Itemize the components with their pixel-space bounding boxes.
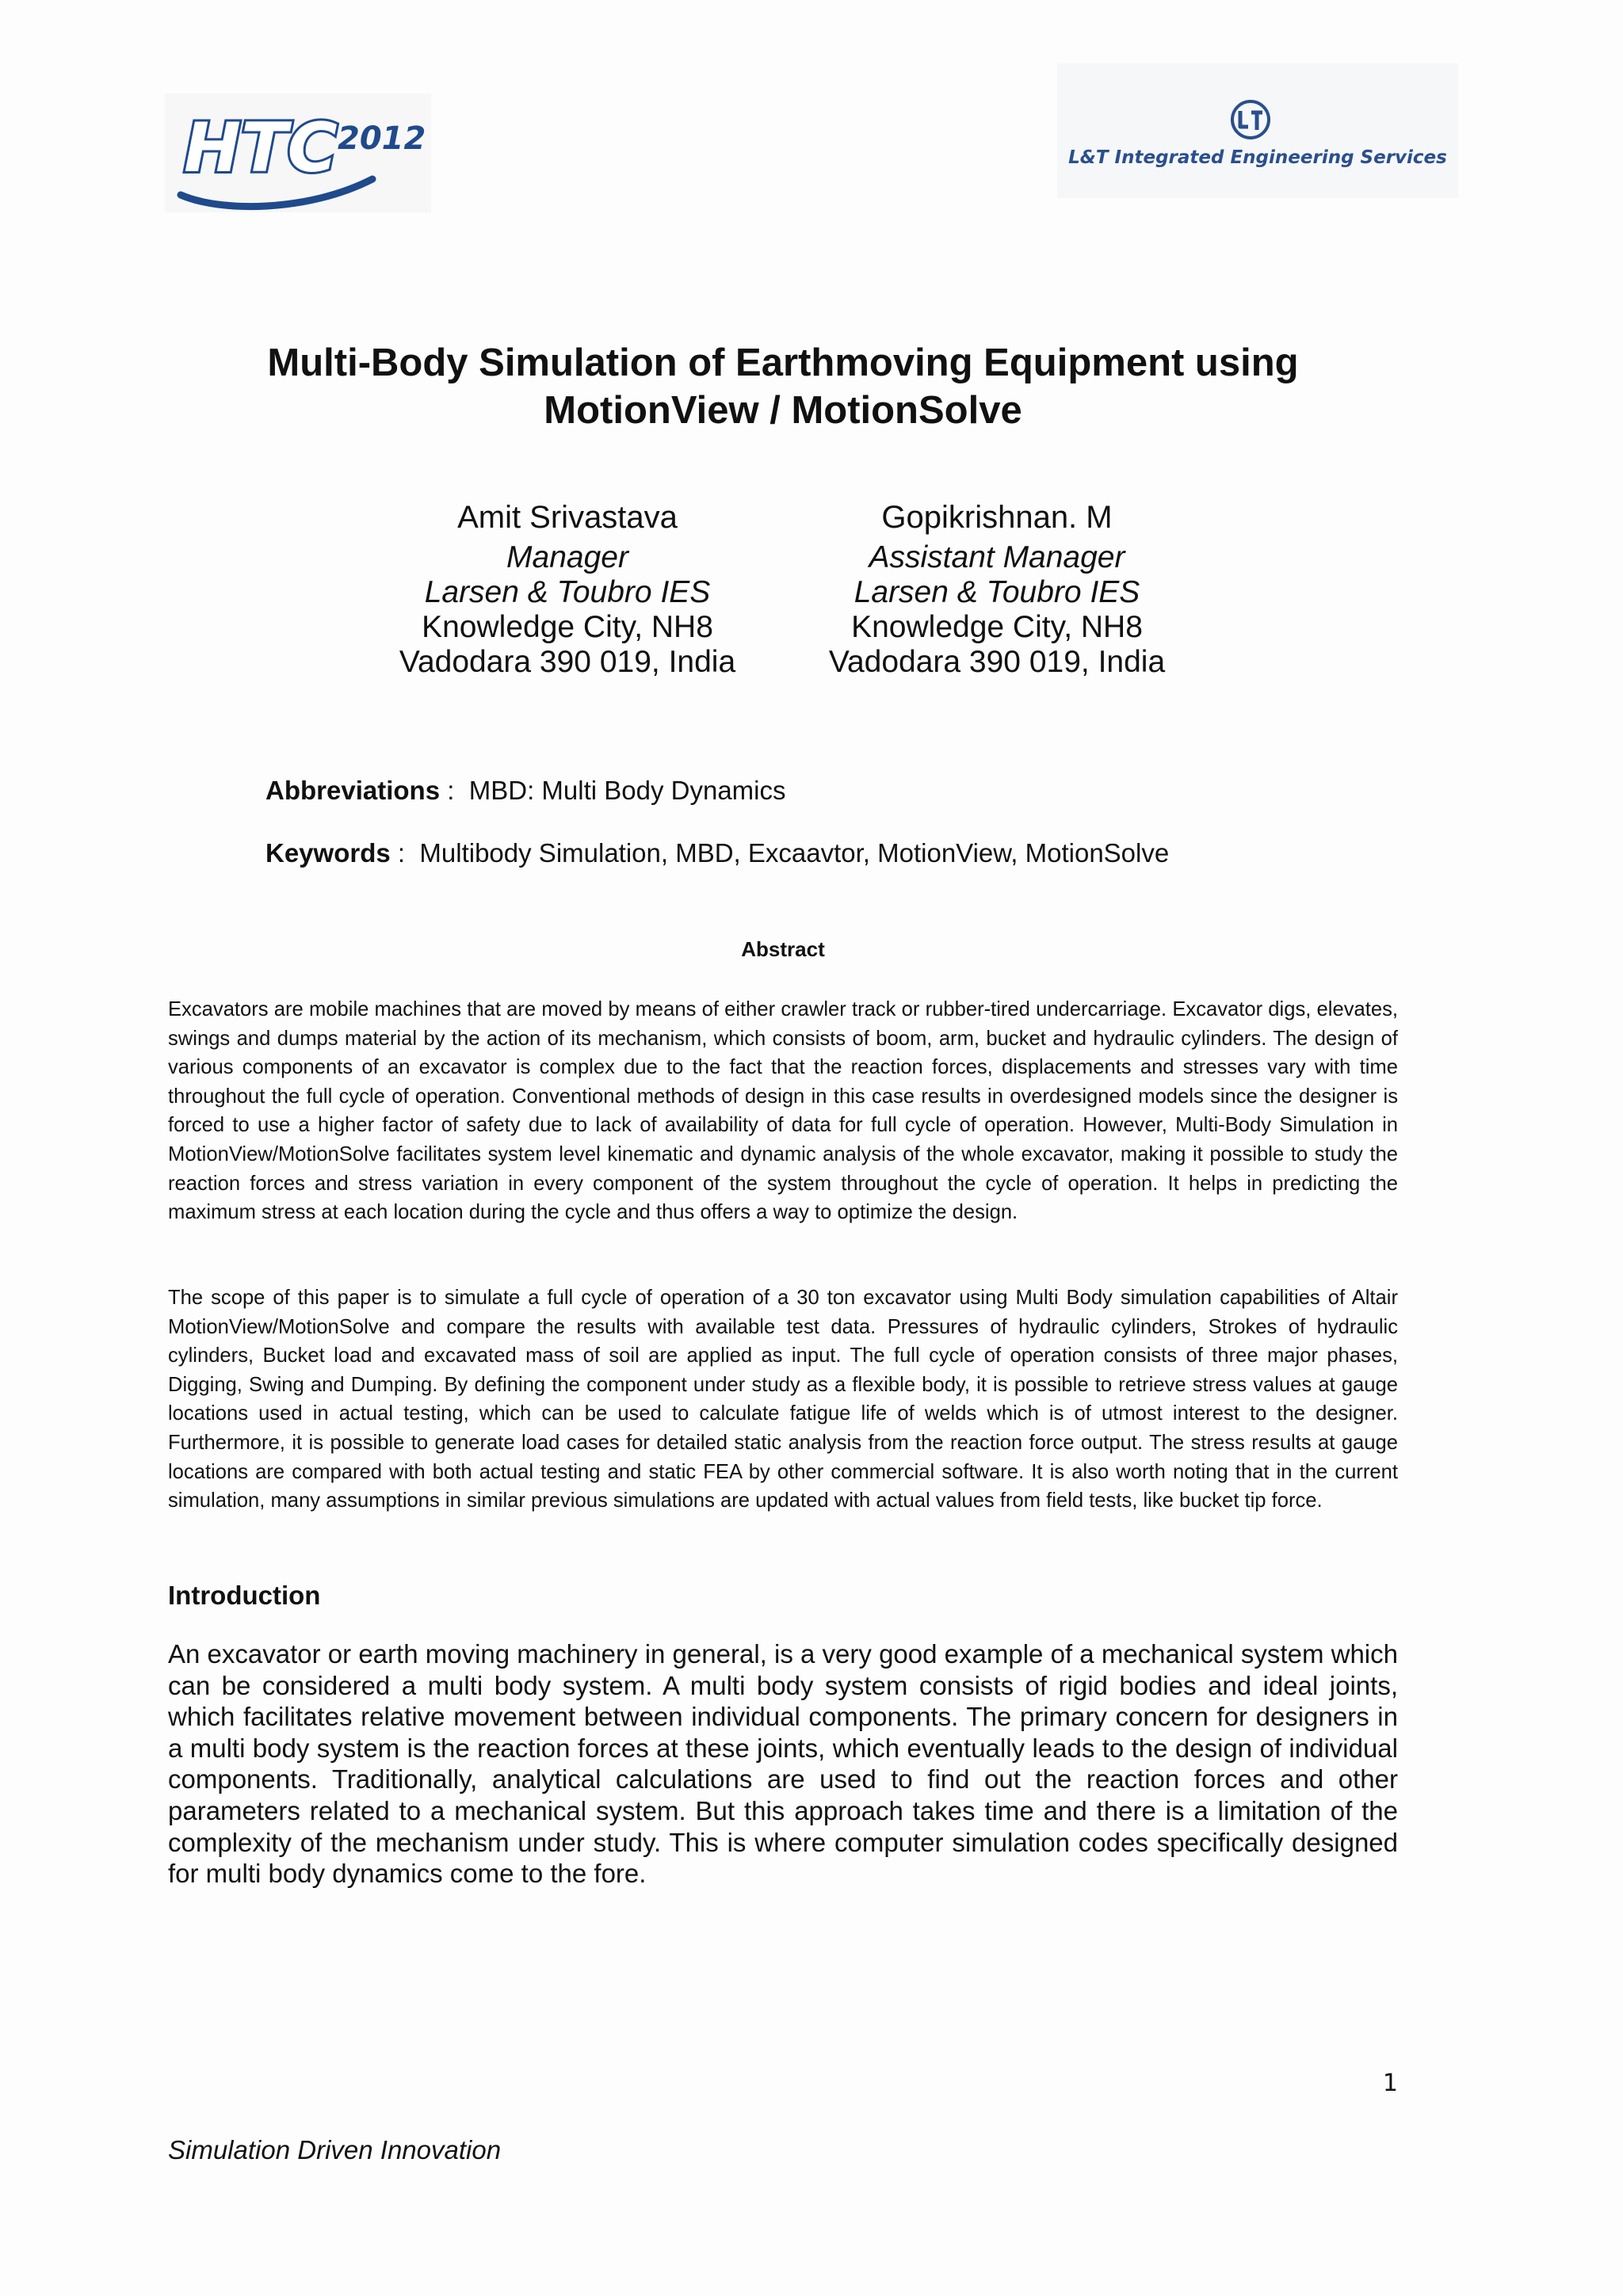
abstract-heading: Abstract <box>741 937 825 961</box>
introduction-heading: Introduction <box>168 1581 321 1610</box>
htc-logo-year: 2012 <box>338 120 426 157</box>
lt-ies-logo <box>1057 63 1458 198</box>
page-number: 1 <box>1382 2069 1398 2097</box>
abbreviations-label: Abbreviations <box>265 776 441 805</box>
author-address-line: Vadodara 390 019, India <box>828 645 1166 679</box>
author-organization: Larsen & Toubro IES <box>854 575 1140 609</box>
abstract-paragraph: Excavators are mobile machines that are moved by means of either crawler track or rubber-tired undercarriage. Excavator digs, elevates, swings and dumps material by the action of its mechanism, which consists of boom, arm, bucket and hydraulic cylinders. The design of various components of an excavator is complex due to the fact that the reaction forces, displacements and stresses vary with time throughout the full cycle of operation. Conventional methods of design in this case results in overdesigned models since the designer is forced to use a higher factor of safety due to lack of availability of data for full cycle of operation. However, Multi-Body Simulation in MotionView/MotionSolve facilitates system level kinematic and dynamic analysis of the whole excavator, making it possible to study the reaction forces and stress variation in every component of the system throughout the cycle of operation. It helps in predicting the maximum stress at each location during the cycle and thus offers a way to optimize the design. <box>168 998 1398 1224</box>
abbreviations-value: MBD: Multi Body Dynamics <box>468 776 786 805</box>
htc-2012-logo <box>165 93 431 212</box>
keywords-value: Multibody Simulation, MBD, Excaavtor, MotionView, MotionSolve <box>419 838 1170 868</box>
author-address-line: Vadodara 390 019, India <box>399 645 736 679</box>
author-address-line: Knowledge City, NH8 <box>851 610 1143 644</box>
paper-title: Multi-Body Simulation of Earthmoving Equipment using MotionView / MotionSolve <box>267 341 1299 432</box>
author-name: Gopikrishnan. M <box>881 500 1113 535</box>
introduction-paragraph: An excavator or earth moving machinery in general, is a very good example of a mechanical system which can be considered a multi body system. A multi body system consists of rigid bodies and ideal joints, which facilitates relative movement between individual components. The primary concern for designers in a multi body system is the reaction forces at these joints, which eventually leads to the design of individual components. Traditionally, analytical calculations are used to find out the reaction forces and other parameters related to a mechanical system. But this approach takes time and there is a limitation of the complexity of the mechanism under study. This is where computer simulation codes specifically designed for multi body dynamics come to the fore. <box>168 1639 1398 1889</box>
abstract-paragraph: The scope of this paper is to simulate a full cycle of operation of a 30 ton excavator using Multi Body simulation capabilities of Altair MotionView/MotionSolve and compare the results with available test data. Pressures of hydraulic cylinders, Strokes of hydraulic cylinders, Bucket load and excavated mass of soil are applied as input. The full cycle of operation consists of three major phases, Digging, Swing and Dumping. By defining the component under study as a flexible body, it is possible to retrieve stress values at gauge locations used in actual testing, which can be used to calculate fatigue life of welds which is of utmost interest to the designer. Furthermore, it is possible to generate load cases for detailed static analysis from the reaction force output. The stress results at gauge locations are compared with both actual testing and static FEA by other commercial software. It is also worth noting that in the current simulation, many assumptions in similar previous simulations are updated with actual values from field tests, like bucket tip force. <box>168 1287 1398 1512</box>
author-block <box>791 498 1203 680</box>
author-block <box>361 498 773 680</box>
abbreviations-line: Abbreviations : MBD: Multi Body Dynamics <box>265 776 786 805</box>
keywords-line: Keywords : Multibody Simulation, MBD, Excaavtor, MotionView, MotionSolve <box>265 838 1170 868</box>
author-organization: Larsen & Toubro IES <box>424 575 711 609</box>
author-name: Amit Srivastava <box>457 500 678 535</box>
author-address-line: Knowledge City, NH8 <box>422 610 713 644</box>
keywords-label: Keywords <box>265 838 391 868</box>
lt-logo-text: L&T Integrated Engineering Services <box>1068 147 1447 168</box>
htc-logo-letters: HTC <box>184 109 338 188</box>
footer-text: Simulation Driven Innovation <box>168 2135 502 2164</box>
author-role: Manager <box>506 540 628 574</box>
author-role: Assistant Manager <box>869 540 1125 574</box>
lt-emblem-icon <box>1229 98 1272 141</box>
